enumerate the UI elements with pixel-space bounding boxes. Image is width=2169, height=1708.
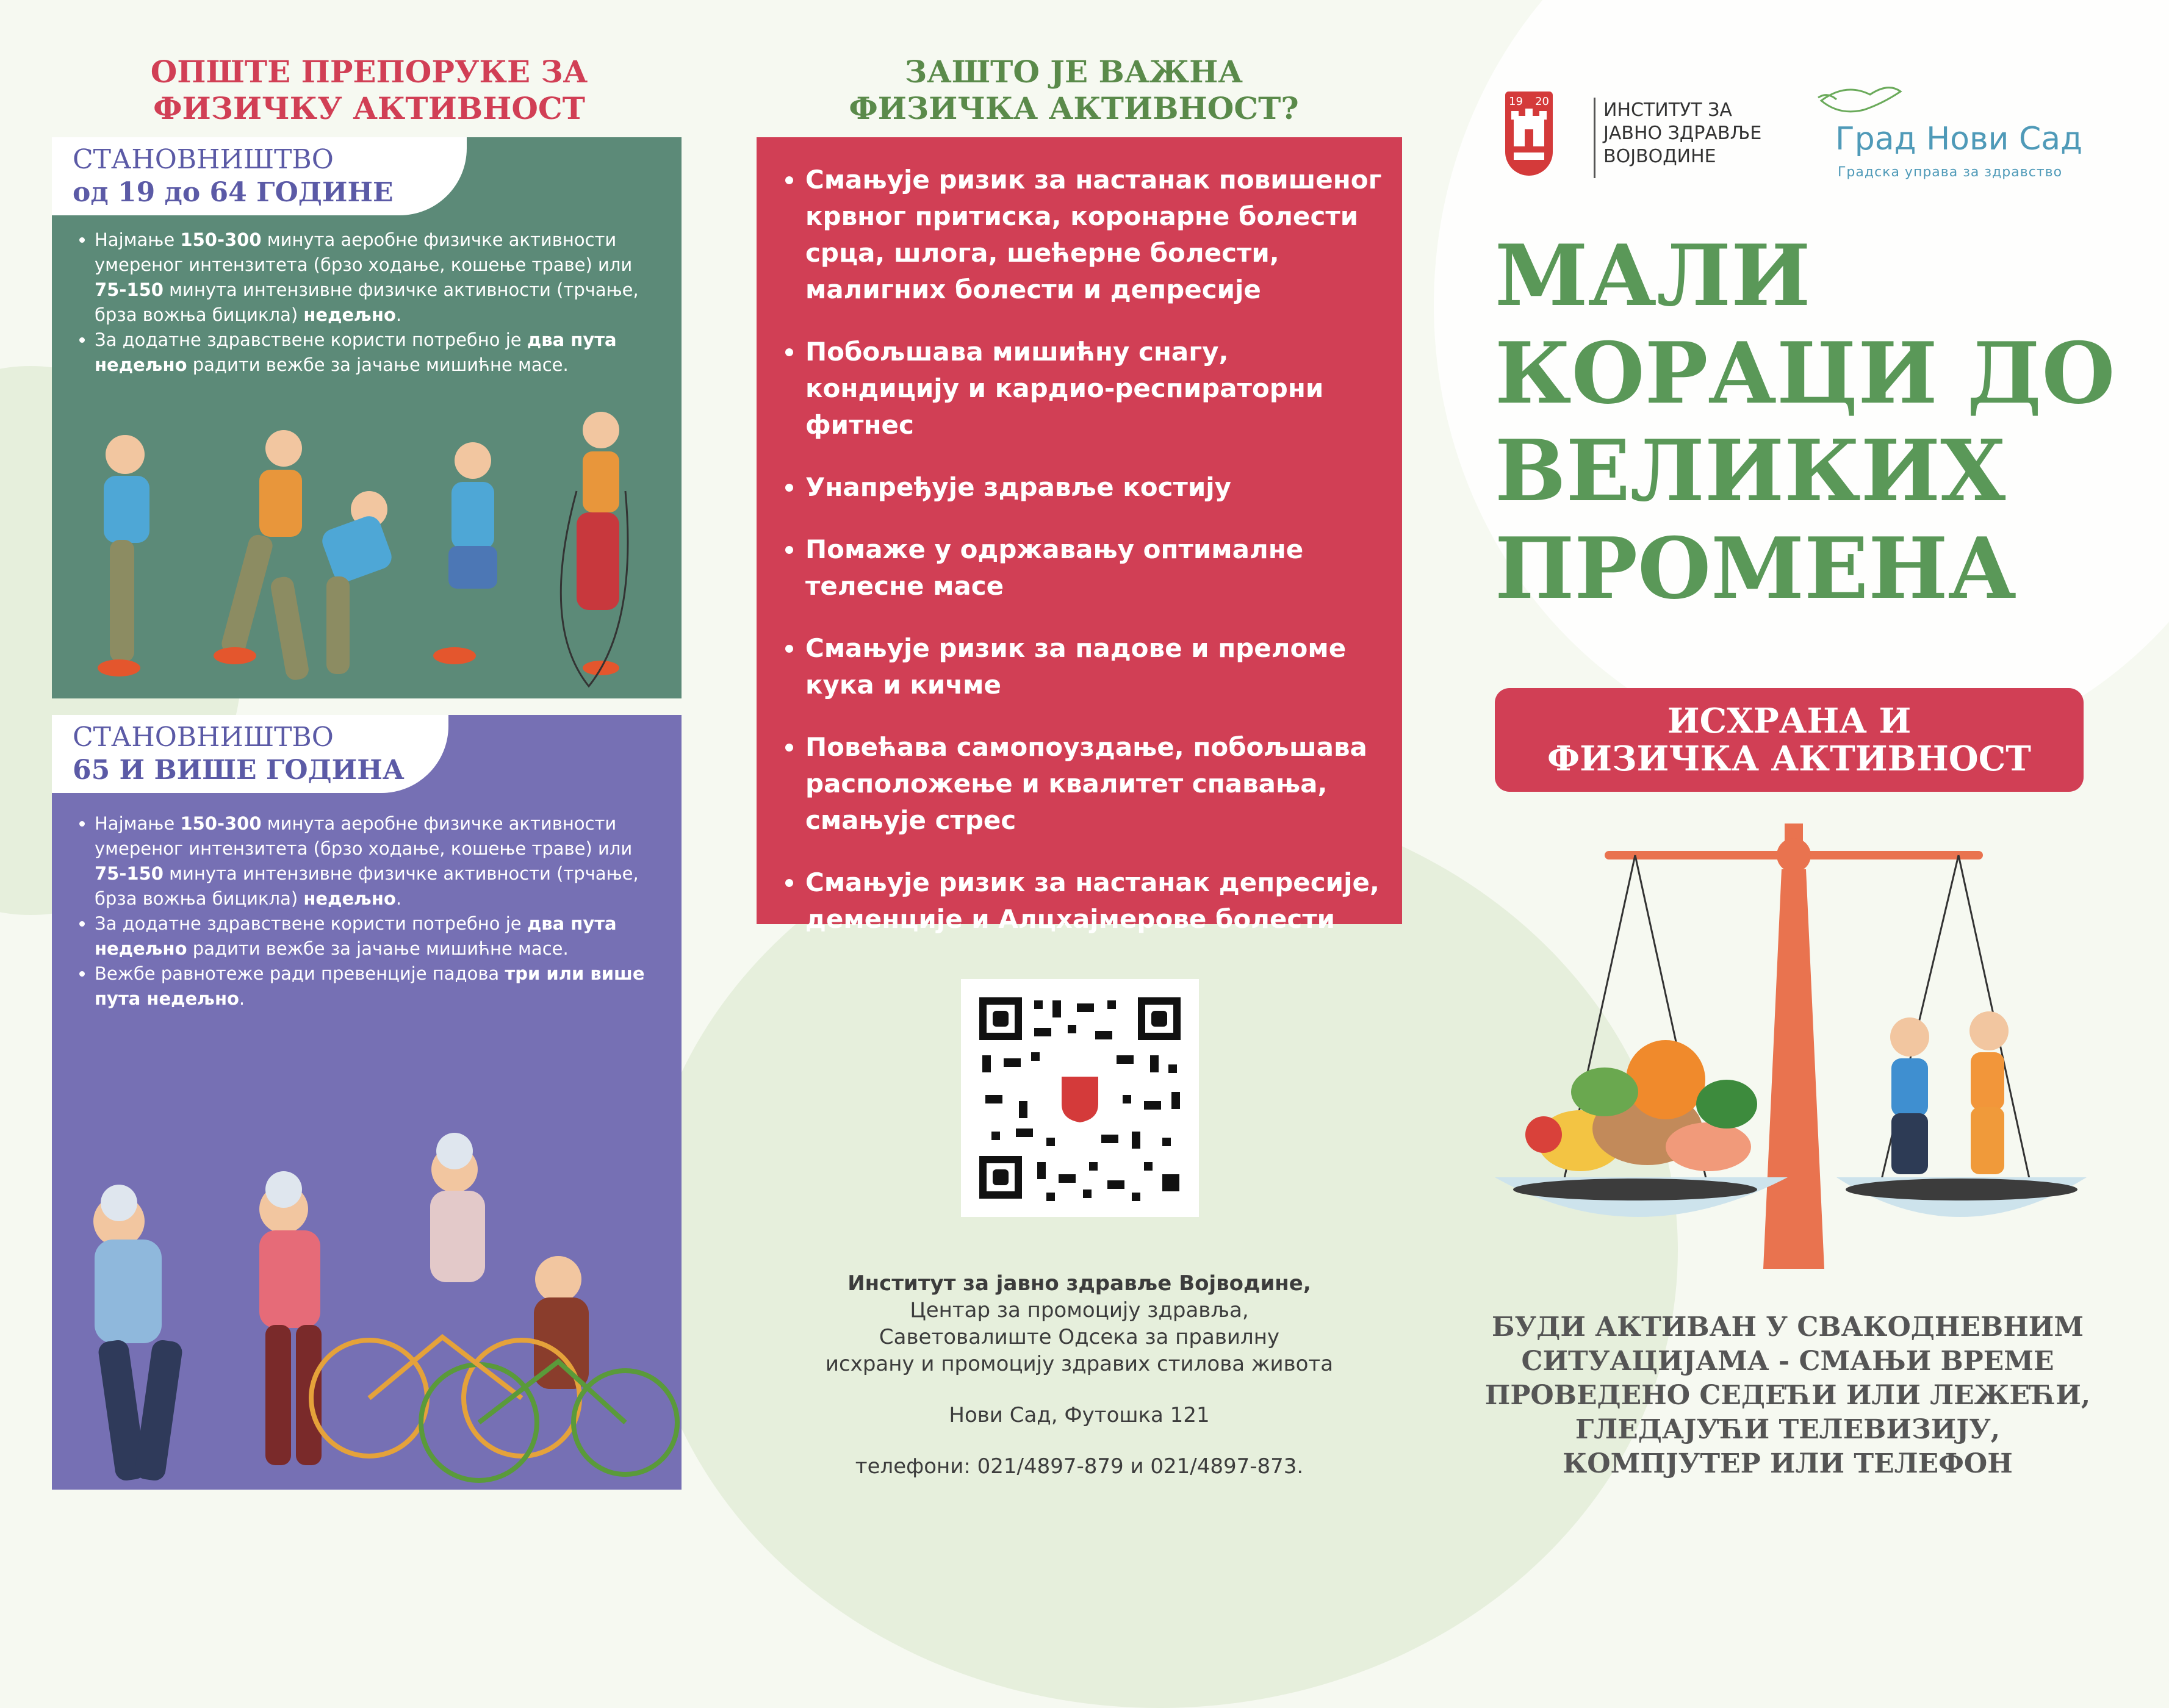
list-item: • Вежбе равнотеже ради превенције падова три или више пута недељно. (95, 961, 657, 1011)
importance-title (757, 54, 1391, 127)
list-item: • Побољшава мишићну снагу, кондицију и кардио-респираторни фитнес (805, 334, 1384, 443)
list-item: • Најмање 150-300 минута аеробне физичке активности умереног интензитета (брзо ходање, кошење траве) или 75-150 минута интензивне физичке активности (трчање, брза вожња бицикла) недељно. (95, 228, 657, 328)
institute-line: ИНСТИТУТ ЗА (1603, 99, 1732, 121)
logo-divider (1594, 98, 1595, 178)
benefits-box (757, 137, 1402, 934)
list-item: • Помаже у одржавању оптималне телесне масе (805, 531, 1384, 605)
benefits-list (775, 162, 1384, 963)
logo-year: 20 (1535, 95, 1549, 108)
contact-line: Центар за промоцију здравља, (910, 1298, 1249, 1322)
advice-line: ГЛЕДАЈУЋИ ТЕЛЕВИЗИЈУ, (1575, 1414, 2001, 1445)
title-line: ФИЗИЧКУ АКТИВНОСТ (153, 90, 585, 126)
title-line: ПРОМЕНА (1495, 518, 2017, 618)
seniors-recommendations (70, 811, 657, 1011)
logo-year: 19 (1509, 95, 1523, 108)
title-line: КОРАЦИ ДО (1495, 323, 2115, 423)
list-item: • Најмање 150-300 минута аеробне физичке активности умереног интензитета (брзо ходање, кошење траве) или 75-150 минута интензивне физичке активности (трчање, брза вожња бицикла) недељно. (95, 811, 657, 911)
banner-line: ФИЗИЧКА АКТИВНОСТ (1547, 739, 2031, 779)
title-line: ОПШТЕ ПРЕПОРУКЕ ЗА (150, 54, 588, 90)
recommendations-title (79, 54, 659, 127)
balance-scale-illustration (1483, 817, 2105, 1281)
activity-advice (1483, 1310, 2093, 1481)
advice-line: СИТУАЦИЈАМА - СМАЊИ ВРЕМЕ (1521, 1346, 2054, 1377)
institute-line: ВОЈВОДИНЕ (1603, 146, 1716, 167)
institute-name (1603, 99, 1823, 168)
advice-line: ПРОВЕДЕНО СЕДЕЋИ ИЛИ ЛЕЖЕЋИ, (1484, 1380, 2091, 1411)
title-line: ВЕЛИКИХ (1495, 421, 2006, 520)
tab-line: 65 И ВИШЕ ГОДИНА (73, 755, 405, 786)
address: Нови Сад, Футошка 121 (949, 1403, 1210, 1427)
exercising-adults-illustration (52, 369, 682, 698)
dove-icon (1815, 76, 1907, 125)
title-line: МАЛИ (1495, 226, 1811, 325)
contact-line: Саветовалиште Одсека за правилну (879, 1325, 1280, 1349)
contact-info (757, 1270, 1402, 1480)
subtitle-banner (1495, 688, 2084, 792)
list-item: • Повећава самопоуздање, побољшава расположење и квалитет спавања, смањује стрес (805, 729, 1384, 839)
list-item: • За додатне здравствене користи потребно је два пута недељно радити вежбе за јачање мишићне масе. (95, 911, 657, 961)
adults-panel (52, 137, 682, 698)
adults-recommendations (70, 228, 657, 378)
list-item: • Смањује ризик за падове и преломе кука и кичме (805, 630, 1384, 703)
organization-name: Институт за јавно здравље Војводине, (847, 1271, 1311, 1296)
list-item: • За додатне здравствене користи потребно је два пута недељно радити вежбе за јачање мишићне масе. (95, 328, 657, 378)
list-item: • Унапређује здравље костију (805, 469, 1384, 506)
title-line: ФИЗИЧКА АКТИВНОСТ? (849, 90, 1299, 126)
city-logo-text: Град Нови Сад (1835, 121, 2083, 157)
banner-line: ИСХРАНА И (1667, 701, 1912, 741)
tab-line: СТАНОВНИШТВО (73, 144, 334, 175)
advice-line: БУДИ АКТИВАН У СВАКОДНЕВНИМ (1491, 1312, 2084, 1343)
phone-numbers: телефони: 021/4897-879 и 021/4897-873. (855, 1454, 1304, 1479)
qr-code-image (961, 979, 1199, 1217)
seniors-tab (52, 715, 448, 793)
title-line: ЗАШТО ЈЕ ВАЖНА (904, 54, 1243, 90)
adults-tab (52, 137, 467, 215)
list-item: • Смањује ризик за настанак депресије, деменције и Алцхајмерове болести (805, 864, 1384, 938)
main-title (1495, 227, 2142, 617)
institute-logo (1505, 92, 1553, 176)
seniors-panel (52, 715, 682, 1490)
institute-line: ЈАВНО ЗДРАВЉЕ (1603, 123, 1762, 144)
advice-line: КОМПЈУТЕР ИЛИ ТЕЛЕФОН (1563, 1448, 2013, 1479)
contact-line: исхрану и промоцију здравих стилова живота (825, 1352, 1334, 1376)
qr-code[interactable] (961, 979, 1199, 1217)
tab-line: од 19 до 64 ГОДИНЕ (73, 177, 394, 208)
exercising-seniors-illustration (52, 1020, 682, 1490)
city-logo-subtitle: Градска управа за здравство (1838, 165, 2063, 180)
tab-line: СТАНОВНИШТВО (73, 722, 334, 753)
list-item: • Смањује ризик за настанак повишеног крвног притиска, коронарне болести срца, шлога, шећерне болести, малигних болести и депресије (805, 162, 1384, 308)
